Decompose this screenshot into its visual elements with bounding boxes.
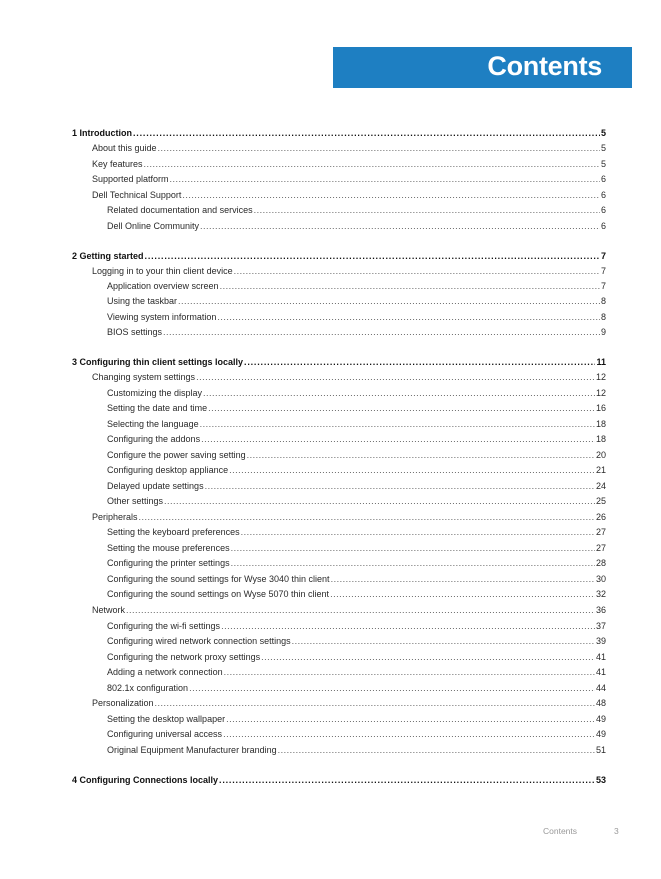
toc-entry[interactable] bbox=[107, 712, 606, 726]
toc-dot-leader bbox=[203, 386, 595, 400]
toc-entry[interactable] bbox=[92, 510, 606, 524]
toc-entry-page: 6 bbox=[600, 190, 606, 200]
toc-entry-title: Peripherals bbox=[92, 512, 138, 522]
toc-entry-title: Setting the keyboard preferences bbox=[107, 527, 240, 537]
toc-entry-page: 12 bbox=[595, 388, 606, 398]
toc-entry-page: 51 bbox=[595, 745, 606, 755]
toc-entry-title: About this guide bbox=[92, 143, 157, 153]
toc-dot-leader bbox=[163, 325, 600, 339]
toc-entry-page: 12 bbox=[595, 372, 606, 382]
toc-entry-title: Configuring universal access bbox=[107, 729, 223, 739]
toc-dot-leader bbox=[226, 712, 595, 726]
toc-dot-leader bbox=[278, 743, 595, 757]
toc-dot-leader bbox=[208, 401, 595, 415]
toc-entry-page: 20 bbox=[595, 450, 606, 460]
toc-entry-page: 24 bbox=[595, 481, 606, 491]
toc-entry[interactable] bbox=[107, 294, 606, 308]
toc-dot-leader bbox=[133, 126, 600, 140]
toc-entry-title: Network bbox=[92, 605, 126, 615]
toc-dot-leader bbox=[331, 572, 595, 586]
toc-entry[interactable] bbox=[107, 325, 606, 339]
footer-page-number: 3 bbox=[614, 826, 619, 836]
toc-entry-page: 49 bbox=[595, 714, 606, 724]
toc-dot-leader bbox=[158, 141, 600, 155]
toc-entry[interactable] bbox=[107, 448, 606, 462]
toc-entry-title: Configure the power saving setting bbox=[107, 450, 246, 460]
toc-dot-leader bbox=[223, 727, 595, 741]
toc-dot-leader bbox=[145, 249, 600, 263]
toc-entry-page: 5 bbox=[600, 159, 606, 169]
toc-entry-page: 49 bbox=[595, 729, 606, 739]
toc-entry-title: Configuring the sound settings on Wyse 5070 thin client bbox=[107, 589, 330, 599]
toc-entry-page: 44 bbox=[595, 683, 606, 693]
toc-entry-title: Configuring the addons bbox=[107, 434, 201, 444]
toc-dot-leader bbox=[201, 432, 595, 446]
toc-entry-page: 41 bbox=[595, 667, 606, 677]
toc-dot-leader bbox=[217, 310, 600, 324]
toc-entry-page: 26 bbox=[595, 512, 606, 522]
toc-entry-title: Setting the mouse preferences bbox=[107, 543, 230, 553]
toc-entry-page: 8 bbox=[600, 296, 606, 306]
toc-entry-title: Configuring the printer settings bbox=[107, 558, 230, 568]
toc-entry-page: 27 bbox=[595, 527, 606, 537]
toc-entry[interactable] bbox=[92, 696, 606, 710]
toc-dot-leader bbox=[182, 188, 600, 202]
toc-dot-leader bbox=[164, 494, 595, 508]
toc-entry[interactable] bbox=[92, 188, 606, 202]
toc-entry[interactable] bbox=[107, 541, 606, 555]
toc-entry-title: Configuring desktop appliance bbox=[107, 465, 229, 475]
toc-dot-leader bbox=[247, 448, 595, 462]
toc-entry-title: Supported platform bbox=[92, 174, 169, 184]
toc-dot-leader bbox=[261, 650, 595, 664]
toc-entry-page: 36 bbox=[595, 605, 606, 615]
toc-entry[interactable] bbox=[107, 634, 606, 648]
toc-entry[interactable] bbox=[107, 463, 606, 477]
toc-entry-title: Application overview screen bbox=[107, 281, 219, 291]
toc-entry-page: 18 bbox=[595, 434, 606, 444]
toc-entry-title: 4 Configuring Connections locally bbox=[72, 775, 219, 785]
toc-entry-page: 5 bbox=[600, 143, 606, 153]
toc-entry[interactable] bbox=[107, 203, 606, 217]
toc-entry[interactable] bbox=[92, 172, 606, 186]
toc-entry-title: Personalization bbox=[92, 698, 154, 708]
toc-entry[interactable] bbox=[92, 370, 606, 384]
toc-entry-page: 7 bbox=[600, 281, 606, 291]
toc-entry-page: 5 bbox=[600, 128, 606, 138]
toc-entry[interactable] bbox=[107, 386, 606, 400]
toc-entry-title: Original Equipment Manufacturer branding bbox=[107, 745, 277, 755]
toc-dot-leader bbox=[200, 417, 595, 431]
toc-entry-title: Logging in to your thin client device bbox=[92, 266, 233, 276]
toc-entry[interactable] bbox=[107, 494, 606, 508]
toc-entry-title: Customizing the display bbox=[107, 388, 203, 398]
toc-entry-title: 2 Getting started bbox=[72, 251, 144, 261]
toc-entry[interactable] bbox=[107, 587, 606, 601]
toc-entry[interactable] bbox=[107, 279, 606, 293]
toc-dot-leader bbox=[178, 294, 600, 308]
toc-dot-leader bbox=[221, 619, 595, 633]
toc-entry-page: 21 bbox=[595, 465, 606, 475]
toc-entry-title: Changing system settings bbox=[92, 372, 196, 382]
toc-entry-title: 1 Introduction bbox=[72, 128, 132, 138]
toc-entry-title: Dell Online Community bbox=[107, 221, 200, 231]
toc-entry-page: 7 bbox=[600, 251, 606, 261]
toc-entry-page: 30 bbox=[595, 574, 606, 584]
toc-dot-leader bbox=[241, 525, 595, 539]
page-title: Contents bbox=[487, 51, 602, 81]
toc-entry-page: 9 bbox=[600, 327, 606, 337]
toc-entry[interactable] bbox=[92, 157, 606, 171]
toc-entry[interactable] bbox=[107, 432, 606, 446]
toc-entry-title: Setting the desktop wallpaper bbox=[107, 714, 226, 724]
toc-dot-leader bbox=[229, 463, 595, 477]
toc-entry[interactable] bbox=[107, 619, 606, 633]
toc-entry-title: Dell Technical Support bbox=[92, 190, 182, 200]
toc-entry-title: Configuring wired network connection settings bbox=[107, 636, 291, 646]
toc-entry[interactable] bbox=[72, 355, 606, 369]
toc-dot-leader bbox=[126, 603, 595, 617]
toc-entry-title: Delayed update settings bbox=[107, 481, 204, 491]
footer-section-label: Contents bbox=[543, 826, 578, 836]
toc-entry[interactable] bbox=[72, 126, 606, 140]
toc-entry-page: 18 bbox=[595, 419, 606, 429]
toc-dot-leader bbox=[231, 541, 595, 555]
toc-dot-leader bbox=[139, 510, 595, 524]
toc-entry-title: Setting the date and time bbox=[107, 403, 208, 413]
toc-entry-page: 25 bbox=[595, 496, 606, 506]
toc-dot-leader bbox=[170, 172, 600, 186]
toc-entry-title: BIOS settings bbox=[107, 327, 163, 337]
toc-entry[interactable] bbox=[72, 773, 606, 787]
toc-entry[interactable] bbox=[107, 417, 606, 431]
toc-entry-page: 41 bbox=[595, 652, 606, 662]
toc-dot-leader bbox=[244, 355, 595, 369]
toc-entry-page: 6 bbox=[600, 221, 606, 231]
toc-entry-page: 37 bbox=[595, 621, 606, 631]
toc-entry[interactable] bbox=[92, 141, 606, 155]
toc-entry-title: 3 Configuring thin client settings locally bbox=[72, 357, 244, 367]
toc-entry-title: Configuring the wi-fi settings bbox=[107, 621, 221, 631]
toc-entry-page: 8 bbox=[600, 312, 606, 322]
toc-entry-page: 28 bbox=[595, 558, 606, 568]
toc-entry-title: Other settings bbox=[107, 496, 164, 506]
toc-dot-leader bbox=[155, 696, 595, 710]
toc-entry-page: 11 bbox=[596, 357, 606, 367]
toc-dot-leader bbox=[220, 279, 600, 293]
toc-dot-leader bbox=[144, 157, 600, 171]
contents-banner bbox=[333, 47, 632, 88]
toc-dot-leader bbox=[205, 479, 595, 493]
toc-entry-title: Using the taskbar bbox=[107, 296, 178, 306]
toc-entry-page: 7 bbox=[600, 266, 606, 276]
toc-entry[interactable] bbox=[107, 665, 606, 679]
toc-entry[interactable] bbox=[107, 219, 606, 233]
toc-entry[interactable] bbox=[107, 556, 606, 570]
toc-entry[interactable] bbox=[107, 681, 606, 695]
toc-entry[interactable] bbox=[107, 743, 606, 757]
toc-entry[interactable] bbox=[107, 401, 606, 415]
toc-entry-title: Selecting the language bbox=[107, 419, 199, 429]
toc-entry-page: 53 bbox=[595, 775, 606, 785]
toc-dot-leader bbox=[189, 681, 595, 695]
toc-dot-leader bbox=[254, 203, 600, 217]
toc-dot-leader bbox=[224, 665, 595, 679]
toc-entry[interactable] bbox=[107, 572, 606, 586]
toc-entry-page: 39 bbox=[595, 636, 606, 646]
toc-entry-title: Viewing system information bbox=[107, 312, 217, 322]
toc-entry[interactable] bbox=[92, 603, 606, 617]
toc-entry-title: Key features bbox=[92, 159, 143, 169]
toc-entry-page: 6 bbox=[600, 205, 606, 215]
toc-entry[interactable] bbox=[107, 727, 606, 741]
toc-dot-leader bbox=[330, 587, 595, 601]
toc-entry[interactable] bbox=[72, 249, 606, 263]
toc-entry[interactable] bbox=[107, 650, 606, 664]
toc-entry[interactable] bbox=[107, 479, 606, 493]
toc-entry-page: 16 bbox=[595, 403, 606, 413]
toc-dot-leader bbox=[219, 773, 595, 787]
toc-entry-page: 32 bbox=[595, 589, 606, 599]
toc-entry-title: Configuring the network proxy settings bbox=[107, 652, 261, 662]
toc-entry-title: 802.1x configuration bbox=[107, 683, 189, 693]
toc-entry-title: Adding a network connection bbox=[107, 667, 223, 677]
toc-dot-leader bbox=[234, 264, 600, 278]
toc-dot-leader bbox=[196, 370, 595, 384]
toc-entry[interactable] bbox=[107, 525, 606, 539]
toc-entry-title: Related documentation and services bbox=[107, 205, 253, 215]
toc-dot-leader bbox=[292, 634, 595, 648]
toc-entry-page: 6 bbox=[600, 174, 606, 184]
toc-entry-page: 48 bbox=[595, 698, 606, 708]
toc-dot-leader bbox=[231, 556, 595, 570]
toc-dot-leader bbox=[200, 219, 600, 233]
toc-entry[interactable] bbox=[107, 310, 606, 324]
toc-entry-title: Configuring the sound settings for Wyse 3040 thin client bbox=[107, 574, 330, 584]
toc-entry[interactable] bbox=[92, 264, 606, 278]
toc-entry-page: 27 bbox=[595, 543, 606, 553]
